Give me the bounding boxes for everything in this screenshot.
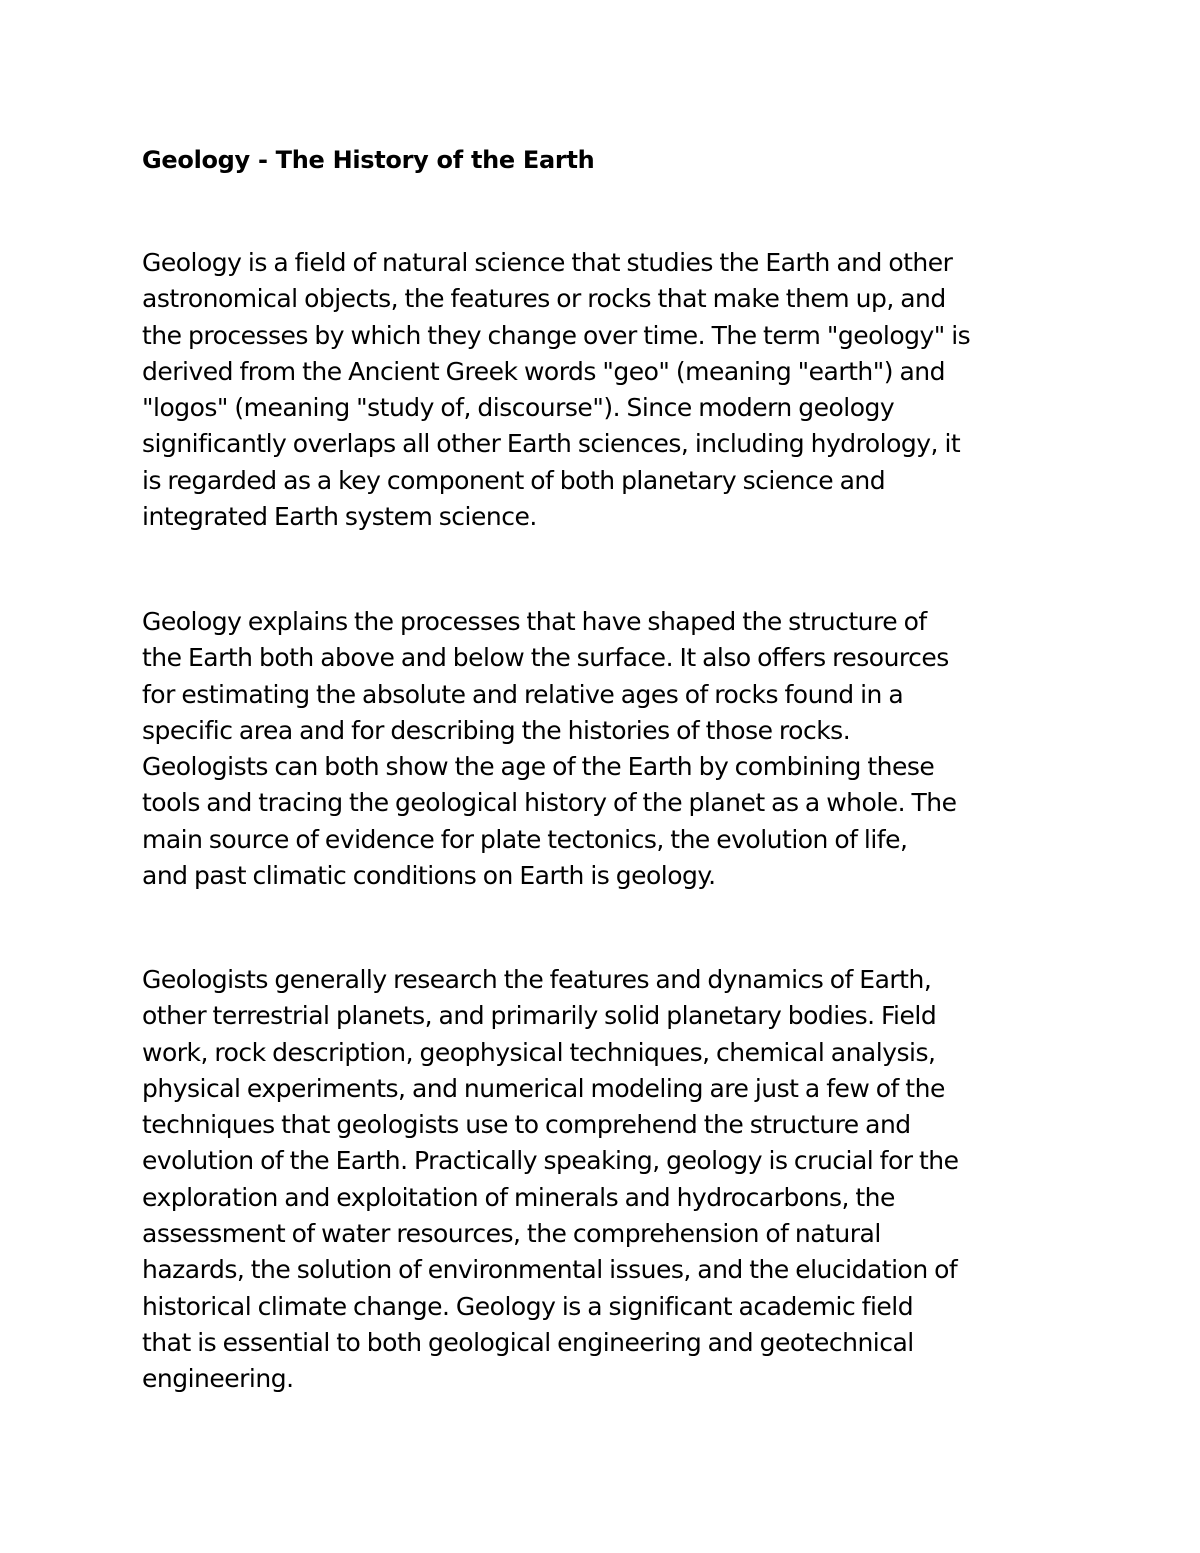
paragraph-line: assessment of water resources, the comprehension of natural [142,1219,881,1249]
paragraph-line: engineering. [142,1364,294,1394]
paragraph-line: the Earth both above and below the surface. It also offers resources [142,643,949,673]
paragraph-line: Geology is a field of natural science that studies the Earth and other [142,248,953,277]
paragraph-line: for estimating the absolute and relative ages of rocks found in a [142,679,904,709]
paragraph-line: techniques that geologists use to comprehend the structure and [142,1110,911,1140]
paragraph-line: specific area and for describing the histories of those rocks. [142,715,851,745]
paragraph-line: main source of evidence for plate tectonics, the evolution of life, [142,824,908,854]
paragraph-line: Geologists generally research the features and dynamics of Earth, [142,965,932,994]
paragraph-line: historical climate change. Geology is a significant academic field [142,1291,914,1321]
paragraph-1 [142,245,1082,535]
paragraph-line: that is essential to both geological engineering and geotechnical [142,1327,914,1357]
paragraph-line: "logos" (meaning "study of, discourse"). Since modern geology [142,393,895,423]
paragraph-line: is regarded as a key component of both planetary science and [142,465,886,495]
paragraph-line: significantly overlaps all other Earth sciences, including hydrology, it [142,429,961,459]
paragraph-line: tools and tracing the geological history of the planet as a whole. The [142,788,957,818]
paragraph-line: astronomical objects, the features or rocks that make them up, and [142,284,946,314]
paragraph-line: hazards, the solution of environmental issues, and the elucidation of [142,1255,958,1285]
paragraph-line: Geology explains the processes that have shaped the structure of [142,607,927,636]
paragraph-line: exploration and exploitation of minerals and hydrocarbons, the [142,1182,895,1212]
paragraph-line: other terrestrial planets, and primarily solid planetary bodies. Field [142,1001,937,1031]
paragraph-line: the processes by which they change over time. The term "geology" is [142,320,971,350]
paragraph-line: work, rock description, geophysical techniques, chemical analysis, [142,1037,936,1067]
document-title: Geology - The History of the Earth [142,146,595,174]
paragraph-line: Geologists can both show the age of the Earth by combining these [142,752,935,782]
paragraph-line: derived from the Ancient Greek words "geo" (meaning "earth") and [142,356,945,386]
paragraph-3 [142,962,1082,1398]
paragraph-line: evolution of the Earth. Practically speaking, geology is crucial for the [142,1146,959,1176]
paragraph-line: integrated Earth system science. [142,502,537,532]
paragraph-2 [142,604,1082,894]
paragraph-line: physical experiments, and numerical modeling are just a few of the [142,1073,945,1103]
paragraph-line: and past climatic conditions on Earth is geology. [142,861,716,891]
